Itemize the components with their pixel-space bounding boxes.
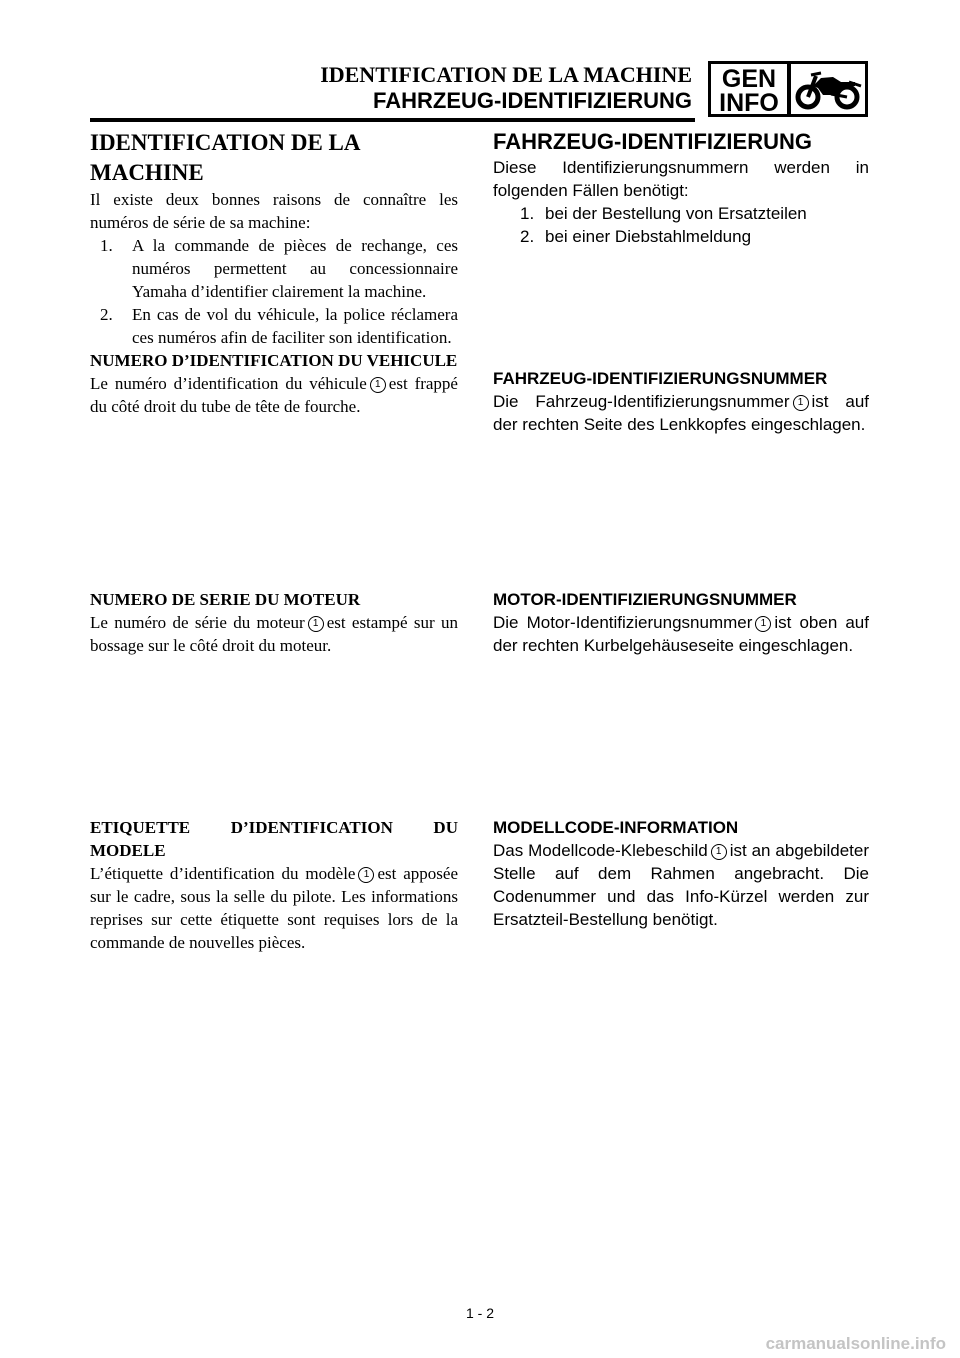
callout-marker: 1 — [755, 616, 771, 632]
de-engine-section — [493, 588, 869, 657]
fr-label-text-a: L’étiquette d’identification du modèle — [90, 864, 356, 883]
fr-reason-list — [90, 234, 458, 349]
de-vin-text-b: ist auf der rechten Seite des Lenkkopfes eingeschlagen. — [493, 392, 870, 434]
fr-vin-heading: NUMERO D’IDENTIFICATION DU VEHICULE — [90, 351, 458, 370]
list-item-number: 2. — [100, 305, 113, 324]
de-vin-text — [493, 390, 869, 436]
motorcycle-icon — [788, 61, 868, 117]
de-engine-heading: MOTOR-IDENTIFIZIERUNGSNUMMER — [493, 590, 797, 609]
list-item — [90, 234, 458, 303]
fr-engine-section — [90, 588, 458, 657]
fr-section-title: IDENTIFICATION DE LA MACHINE — [90, 130, 360, 185]
header-title-de: FAHRZEUG-IDENTIFIZIERUNG — [373, 88, 692, 113]
de-engine-text — [493, 611, 869, 657]
list-item-number: 2. — [520, 227, 535, 246]
list-item — [90, 303, 458, 349]
fr-vin-text — [90, 372, 458, 418]
de-label-text — [493, 839, 869, 931]
callout-marker: 1 — [308, 616, 324, 632]
de-intro-text: Diese Identifizierungsnummern werden in folgenden Fällen benötigt: — [493, 158, 869, 200]
list-item-text: A la commande de pièces de rechange, ces numéros permettent au concessionnaire Yamaha d’identifier clairement la machine. — [132, 236, 458, 301]
fr-label-section — [90, 816, 458, 954]
de-label-heading: MODELLCODE-INFORMATION — [493, 818, 739, 837]
callout-marker: 1 — [711, 844, 727, 860]
de-section-title: FAHRZEUG-IDENTIFIZIERUNG — [493, 129, 812, 154]
watermark: carmanualsonline.info — [765, 1334, 946, 1353]
callout-marker: 1 — [793, 395, 809, 411]
de-intro-section — [493, 128, 869, 248]
list-item-number: 1. — [520, 204, 535, 223]
de-vin-section — [493, 367, 869, 436]
callout-marker: 1 — [370, 377, 386, 393]
list-item — [493, 225, 869, 248]
fr-intro-section — [90, 128, 458, 418]
de-reason-list — [493, 202, 869, 248]
header-title-fr: IDENTIFICATION DE LA MACHINE — [320, 62, 692, 87]
fr-vin-text-b: est frappé du côté droit du tube de tête de fourche. — [90, 374, 458, 416]
de-vin-text-a: Die Fahrzeug-Identifizierungsnummer — [493, 392, 790, 411]
list-item-text: bei der Bestellung von Ersatzteilen — [545, 204, 807, 223]
fr-label-heading: ETIQUETTE D’IDENTIFICATION DU MODELE — [90, 818, 458, 860]
badge-line-1: GEN — [721, 65, 777, 93]
list-item-text: En cas de vol du véhicule, la police réclamera ces numéros afin de faciliter son identification. — [132, 305, 458, 347]
fr-label-text — [90, 862, 458, 954]
fr-label-text-b: est apposée sur le cadre, sous la selle du pilote. Les informations reprises sur cette étiquette sont requises lors de la commande de nouvelles pièces. — [90, 864, 458, 952]
fr-engine-heading: NUMERO DE SERIE DU MOTEUR — [90, 590, 361, 609]
badge-line-2: INFO — [719, 89, 779, 117]
header-rule — [90, 118, 695, 122]
fr-engine-text — [90, 611, 458, 657]
list-item — [493, 202, 869, 225]
fr-engine-text-a: Le numéro de série du moteur — [90, 613, 305, 632]
de-engine-text-a: Die Motor-Identifizierungsnummer — [493, 613, 753, 632]
section-badge — [708, 61, 790, 117]
fr-engine-text-b: est estampé sur un bossage sur le côté droit du moteur. — [90, 613, 458, 655]
de-engine-text-b: ist oben auf der rechten Kurbelgehäuseseite eingeschlagen. — [493, 613, 869, 655]
list-item-text: bei einer Diebstahlmeldung — [545, 227, 752, 246]
de-label-text-b: ist an abgebildeter Stelle auf dem Rahmen angebracht. Die Codenummer und das Info-Kürzel werden zur Ersatzteil-Bestellung benötigt. — [493, 841, 869, 929]
de-vin-heading: FAHRZEUG-IDENTIFIZIERUNGSNUMMER — [493, 369, 828, 388]
fr-intro-text: Il existe deux bonnes raisons de connaître les numéros de série de sa machine: — [90, 190, 458, 232]
list-item-number: 1. — [100, 236, 113, 255]
fr-vin-text-a: Le numéro d’identification du véhicule — [90, 374, 367, 393]
de-label-text-a: Das Modellcode-Klebeschild — [493, 841, 708, 860]
callout-marker: 1 — [358, 867, 374, 883]
de-label-section — [493, 816, 869, 931]
page-number: 1 - 2 — [465, 1305, 494, 1321]
